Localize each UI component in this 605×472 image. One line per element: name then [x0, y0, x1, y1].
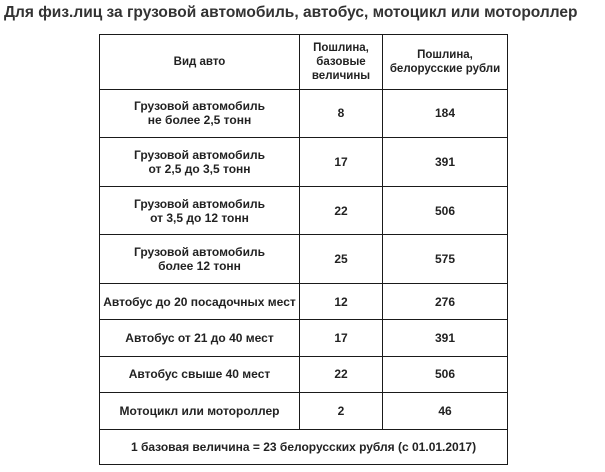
table-row: [100, 283, 508, 319]
base-units-cell: 12: [300, 283, 383, 319]
byr-cell: 276: [383, 283, 508, 319]
vehicle-line-1: Грузовой автомобиль: [134, 196, 265, 211]
header-base-line-2: базовые: [316, 55, 366, 68]
base-units-cell: 17: [300, 320, 383, 356]
byr-cell: 46: [383, 393, 508, 429]
vehicle-line-1: Грузовой автомобиль: [134, 245, 265, 260]
table-row: [100, 186, 508, 235]
vehicle-cell: [100, 89, 300, 138]
byr-cell: 506: [383, 186, 508, 235]
page-title: Для физ.лиц за грузовой автомобиль, автобус, мотоцикл или мотороллер: [4, 4, 578, 21]
table-row: [100, 89, 508, 138]
header-base-line-1: Пошлина,: [313, 41, 369, 54]
base-units-cell: 17: [300, 138, 383, 187]
table-header-row: [100, 35, 508, 90]
vehicle-line-2: от 2,5 до 3,5 тонн: [148, 161, 251, 176]
base-units-cell: 2: [300, 393, 383, 429]
base-units-cell: 25: [300, 235, 383, 284]
table-row: [100, 138, 508, 187]
vehicle-line-2: более 12 тонн: [158, 259, 241, 274]
vehicle-cell: [100, 186, 300, 235]
vehicle-line-1: Грузовой автомобиль: [134, 147, 265, 162]
vehicle-line-2: от 3,5 до 12 тонн: [150, 210, 249, 225]
header-byr-line-1: Пошлина,: [417, 48, 473, 61]
table-row: [100, 356, 508, 392]
vehicle-line-2: не более 2,5 тонн: [147, 113, 252, 128]
duty-table: [99, 34, 508, 465]
header-duty-base-units: [300, 35, 383, 90]
vehicle-cell: [100, 138, 300, 187]
vehicle-cell: Автобус от 21 до 40 мест: [100, 320, 300, 356]
byr-cell: 575: [383, 235, 508, 284]
base-units-cell: 8: [300, 89, 383, 138]
byr-cell: 184: [383, 89, 508, 138]
header-duty-byr: [383, 35, 508, 90]
vehicle-line-1: Грузовой автомобиль: [134, 99, 265, 114]
table-row: [100, 393, 508, 429]
header-base-line-3: величины: [311, 69, 371, 82]
table-row: [100, 320, 508, 356]
byr-cell: 391: [383, 320, 508, 356]
byr-cell: 391: [383, 138, 508, 187]
header-byr-line-2: белорусские рубли: [389, 62, 501, 75]
table-row: [100, 235, 508, 284]
byr-cell: 506: [383, 356, 508, 392]
base-units-cell: 22: [300, 186, 383, 235]
table-footer-row: [100, 429, 508, 464]
footer-note: 1 базовая величина = 23 белорусских рубля (с 01.01.2017): [100, 429, 508, 464]
vehicle-cell: [100, 235, 300, 284]
base-units-cell: 22: [300, 356, 383, 392]
vehicle-cell: Автобус свыше 40 мест: [100, 356, 300, 392]
vehicle-cell: Мотоцикл или мотороллер: [100, 393, 300, 429]
header-vehicle-type: Вид авто: [100, 35, 300, 90]
vehicle-cell: Автобус до 20 посадочных мест: [100, 283, 300, 319]
